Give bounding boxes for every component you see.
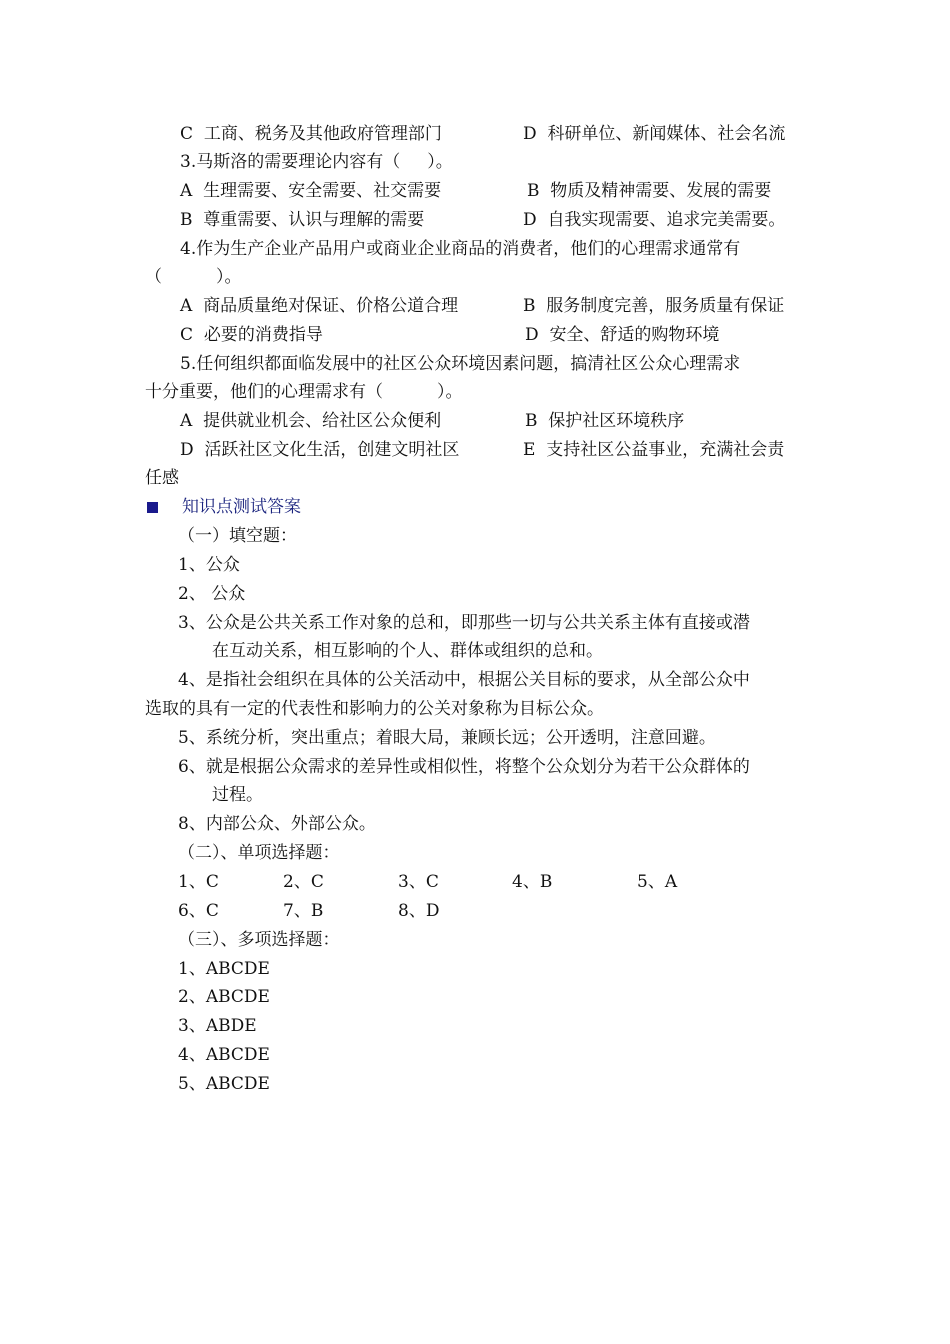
fill-answer-5: 5、系统分析，突出重点；着眼大局，兼顾长远；公开透明，注意回避。 — [178, 728, 716, 748]
q5-stem-line2: 十分重要，他们的心理需求有（ ）。 — [145, 382, 463, 402]
q5-option-d: D 活跃社区文化生活，创建文明社区 — [180, 440, 460, 460]
q5-option-e-line1: E 支持社区公益事业，充满社会责 — [523, 440, 785, 460]
q4-option-a: A 商品质量绝对保证、价格公道合理 — [180, 296, 459, 316]
q4-option-c: C 必要的消费指导 — [180, 325, 323, 345]
q3-option-b2: B 尊重需要、认识与理解的需要 — [180, 210, 425, 230]
q5-option-a: A 提供就业机会、给社区公众便利 — [180, 411, 442, 431]
q4-option-b: B 服务制度完善，服务质量有保证 — [523, 296, 785, 316]
single-answer-5: 5、A — [637, 872, 678, 892]
q5-option-b: B 保护社区环境秩序 — [525, 411, 685, 431]
fill-answer-1: 1、公众 — [178, 555, 240, 575]
multi-answer-5: 5、ABCDE — [178, 1074, 270, 1094]
fill-answer-4-line1: 4、是指社会组织在具体的公关活动中，根据公关目标的要求，从全部公众中 — [178, 670, 750, 690]
single-answer-2: 2、C — [283, 872, 324, 892]
q3-option-a: A 生理需要、安全需要、社交需要 — [180, 181, 442, 201]
q2-option-c: C 工商、税务及其他政府管理部门 — [180, 124, 442, 144]
q2-option-d: D 科研单位、新闻媒体、社会名流 — [523, 124, 786, 144]
multi-answer-3: 3、ABDE — [178, 1016, 257, 1036]
single-answer-4: 4、B — [512, 872, 553, 892]
q4-stem-line1: 4.作为生产企业产品用户或商业企业商品的消费者，他们的心理需求通常有 — [180, 239, 741, 259]
fill-title: （一）填空题： — [178, 526, 297, 546]
fill-answer-6-line1: 6、就是根据公众需求的差异性或相似性，将整个公众划分为若干公众群体的 — [178, 757, 750, 777]
q5-stem-line1: 5.任何组织都面临发展中的社区公众环境因素问题，搞清社区公众心理需求 — [180, 354, 741, 374]
q4-option-d: D 安全、舒适的购物环境 — [525, 325, 720, 345]
q5-option-e-line2: 任感 — [145, 468, 179, 488]
single-answer-3: 3、C — [398, 872, 439, 892]
q3-option-b1: B 物质及精神需要、发展的需要 — [527, 181, 772, 201]
q4-stem-line2: （ ）。 — [145, 267, 242, 287]
fill-answer-3-line1: 3、公众是公共关系工作对象的总和，即那些一切与公共关系主体有直接或潜 — [178, 613, 750, 633]
single-title: （二）、单项选择题： — [178, 843, 340, 863]
single-answer-8: 8、D — [398, 901, 440, 921]
multi-answer-2: 2、ABCDE — [178, 987, 270, 1007]
fill-answer-2: 2、 公众 — [178, 584, 246, 604]
single-answer-6: 6、C — [178, 901, 219, 921]
fill-answer-6-line2: 过程。 — [212, 785, 263, 805]
multi-answer-4: 4、ABCDE — [178, 1045, 270, 1065]
answers-section-heading — [147, 496, 301, 518]
q3-stem: 3.马斯洛的需要理论内容有（ ）。 — [180, 152, 453, 172]
multi-title: （三）、多项选择题： — [178, 930, 340, 950]
fill-answer-4-line2: 选取的具有一定的代表性和影响力的公关对象称为目标公众。 — [145, 699, 604, 719]
multi-answer-1: 1、ABCDE — [178, 959, 270, 979]
fill-answer-8: 8、内部公众、外部公众。 — [178, 814, 376, 834]
single-answer-7: 7、B — [283, 901, 324, 921]
answers-section-title: 知识点测试答案 — [182, 497, 301, 517]
fill-answer-3-line2: 在互动关系，相互影响的个人、群体或组织的总和。 — [212, 641, 603, 661]
q3-option-d: D 自我实现需要、追求完美需要。 — [523, 210, 786, 230]
single-answer-1: 1、C — [178, 872, 219, 892]
square-bullet-icon — [147, 502, 158, 513]
